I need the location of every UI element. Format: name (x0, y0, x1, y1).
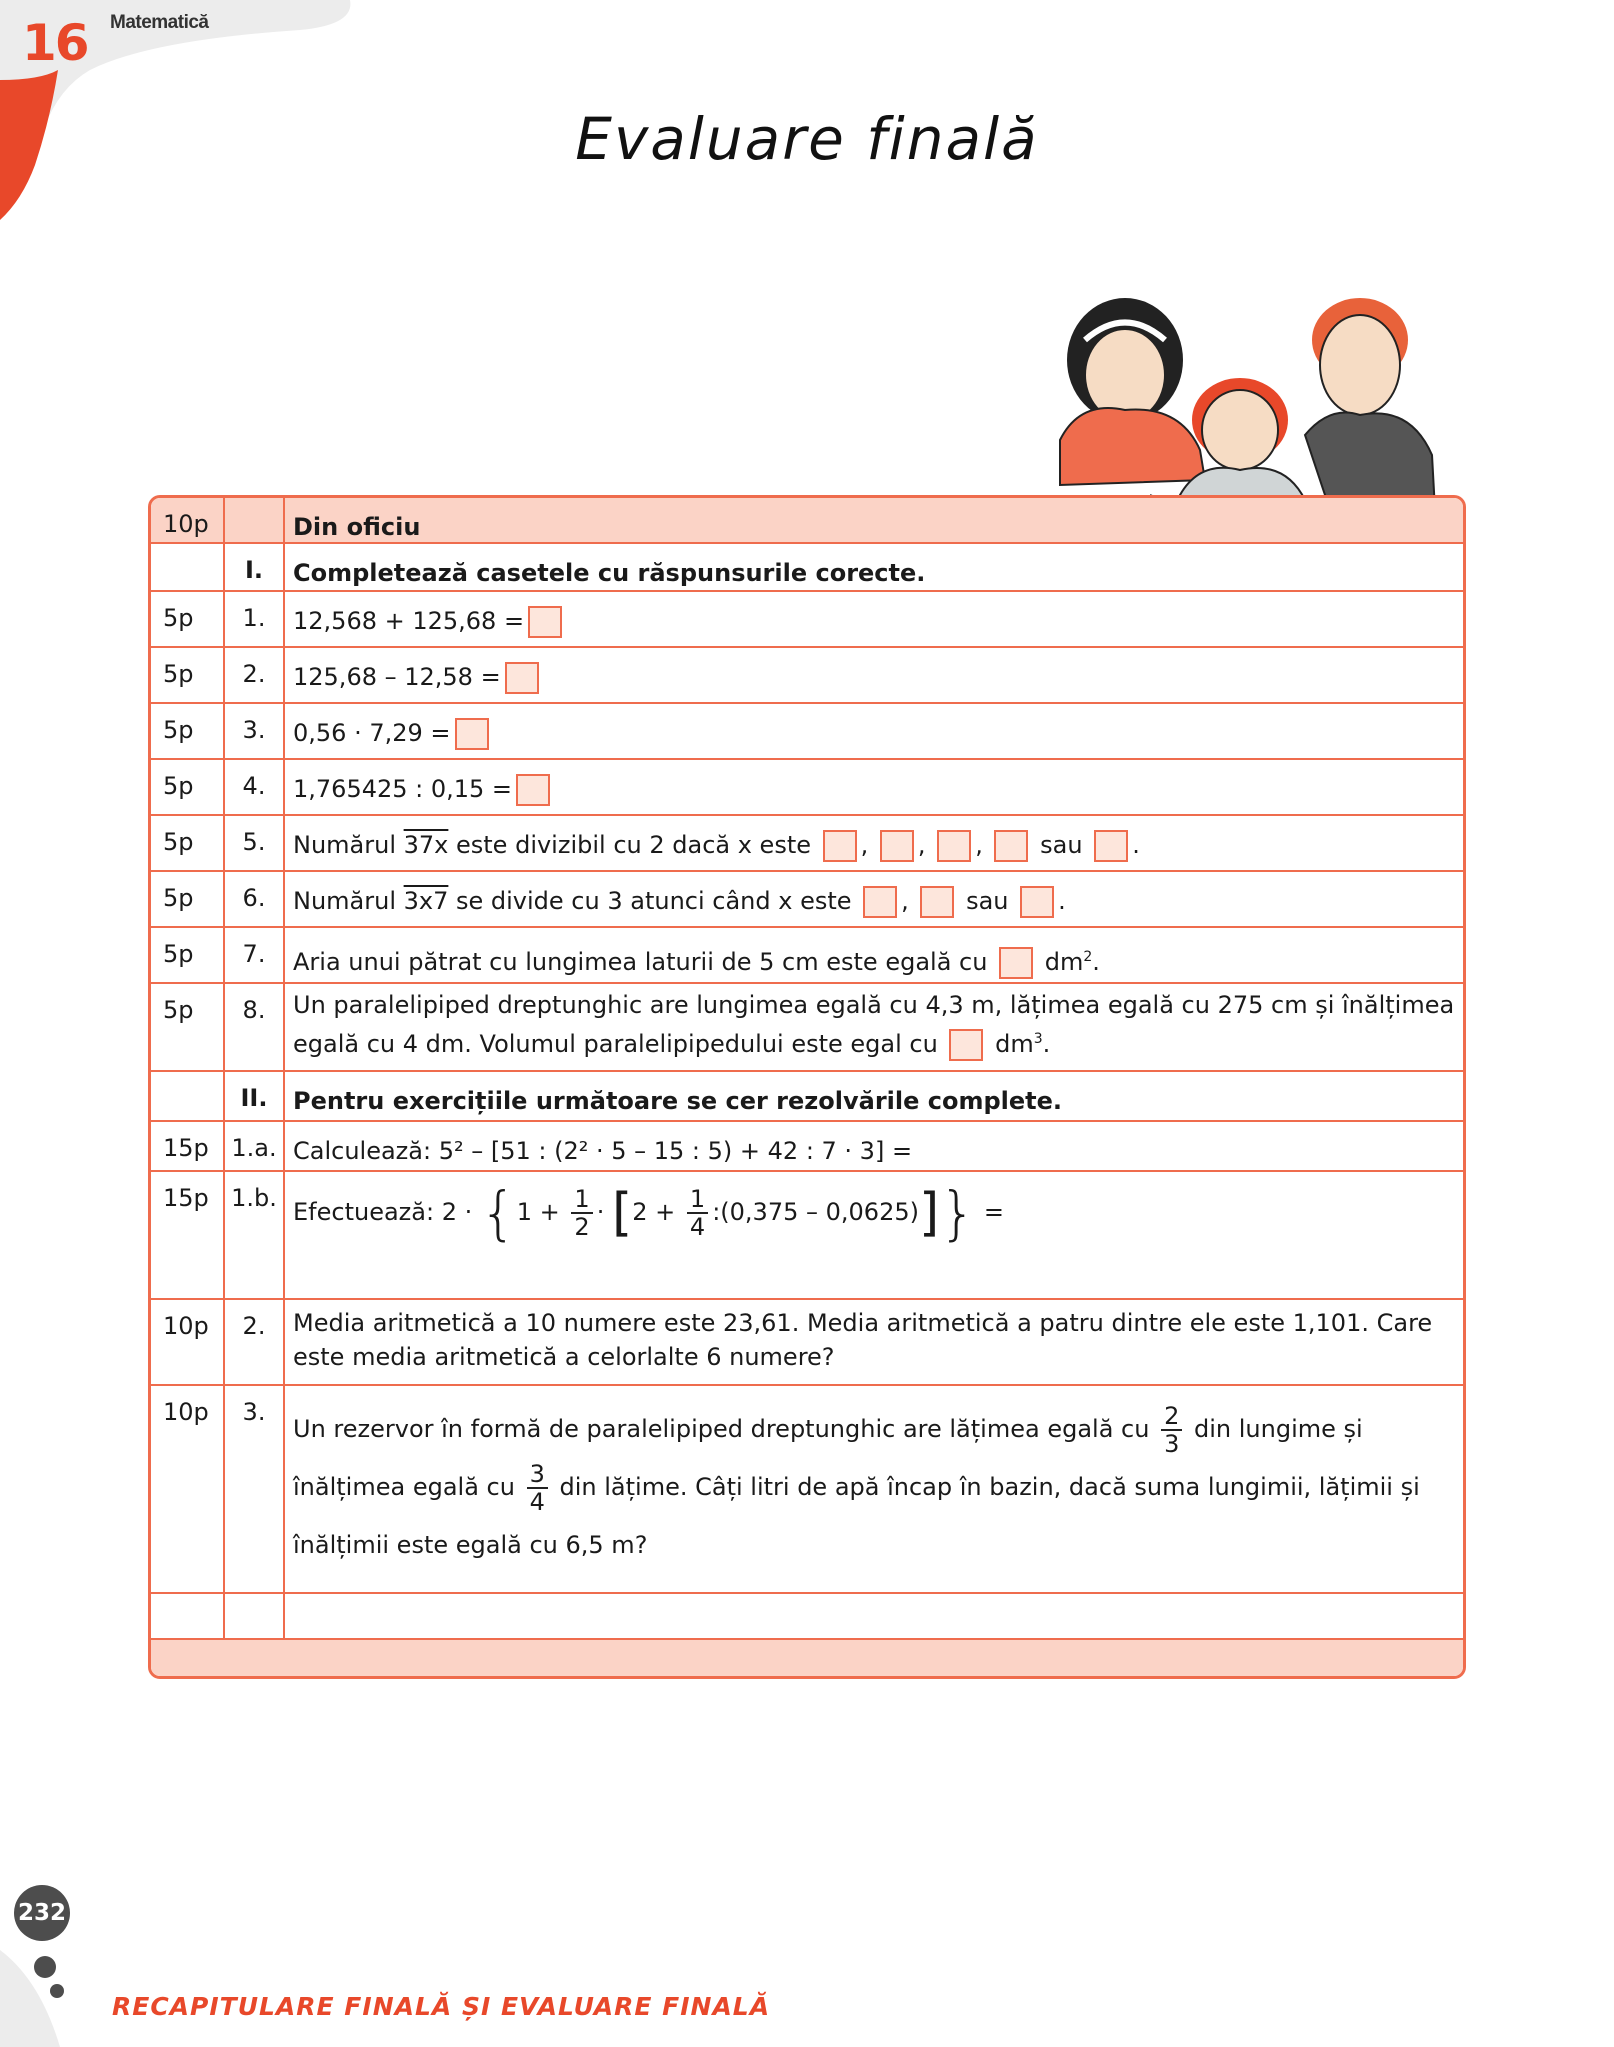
number-overline: 37x (403, 831, 449, 859)
answer-box[interactable] (455, 718, 489, 750)
points: 15p (151, 1172, 225, 1298)
section-2-row (151, 1072, 1463, 1122)
exercise-text: 1,765425 : 0,15 = (293, 775, 513, 803)
points: 10p (151, 1386, 225, 1592)
exercise-text: Un paralelipiped dreptunghic are lungimea egală cu 4,3 m, lățimea egală cu 275 cm și înălțimea (293, 991, 1455, 1019)
points: 5p (151, 928, 225, 982)
section-numeral: II. (225, 1072, 285, 1120)
exercise-text: este divizibil cu 2 dacă x este (448, 831, 811, 859)
table-footer (151, 1640, 1463, 1676)
answer-box[interactable] (999, 947, 1033, 979)
exercise-number: 2. (225, 1300, 285, 1384)
points: 10p (151, 1300, 225, 1384)
exercise-row: 5p 6. Numărul 3x7 se divide cu 3 atunci când x este , sau . (151, 872, 1463, 928)
oficiu-row (151, 498, 1463, 544)
exercise-text: sau (1040, 831, 1083, 859)
fraction: $\frac{1}{2}$ (571, 1186, 592, 1240)
number-overline: 3x7 (403, 887, 449, 915)
exercise-number: 3. (225, 1386, 285, 1592)
exercise-number: 8. (225, 984, 285, 1070)
answer-box[interactable] (937, 830, 971, 862)
exercise-row (151, 760, 1463, 816)
exercise-row (151, 704, 1463, 760)
section-title: Pentru exercițiile următoare se cer rezolvările complete. (293, 1087, 1063, 1115)
answer-box[interactable] (1094, 830, 1128, 862)
answer-box[interactable] (920, 886, 954, 918)
exercise-text: Numărul (293, 887, 404, 915)
section-1-row (151, 544, 1463, 592)
exercise-number: 2. (225, 648, 285, 702)
math-expression: Efectuează: 2 · {1 + $\frac{1}{2}$ · [2 + $\frac{1}{4}$ :(0,375 – 0,0625)]} = (293, 1179, 1004, 1247)
section-numeral: I. (225, 544, 285, 590)
exercise-text: sau (966, 887, 1009, 915)
exercise-text: Un rezervor în formă de paralelipiped dreptunghic are lățimea egală cu $\frac{2}{3}$ din lungime și înălțimea egală cu $\frac{3}{4}$ din lățime. Câți litri de apă încap în bazin, dacă suma lungimii, lățimii și înălțimii este egală cu 6,5 m? (293, 1402, 1420, 1559)
points: 15p (151, 1122, 225, 1170)
section-title: Completează casetele cu răspunsurile corecte. (293, 559, 926, 587)
exercise-number: 4. (225, 760, 285, 814)
points: 5p (151, 816, 225, 870)
answer-box[interactable] (949, 1029, 983, 1061)
fraction: $\frac{1}{4}$ (687, 1186, 708, 1240)
points: 10p (151, 498, 225, 542)
test-table (148, 495, 1466, 1679)
answer-box[interactable] (528, 606, 562, 638)
page-title: Evaluare finală (575, 105, 1039, 173)
exercise-row (151, 1386, 1463, 1594)
footer-section-title: RECAPITULARE FINALĂ ȘI EVALUARE FINALĂ (112, 1992, 771, 2021)
decorative-dot (50, 1984, 64, 1998)
exercise-text: 125,68 – 12,58 = (293, 663, 501, 691)
exercise-text: Media aritmetică a 10 numere este 23,61. Media aritmetică a patru dintre ele este 1,101. Care este media aritmetică a celorlalte 6 numere? (293, 1309, 1433, 1371)
answer-box[interactable] (1020, 886, 1054, 918)
answer-box[interactable] (505, 662, 539, 694)
exercise-number: 3. (225, 704, 285, 758)
points: 5p (151, 760, 225, 814)
exercise-text: Aria unui pătrat cu lungimea laturii de 5 cm este egală cu (293, 948, 988, 976)
answer-box[interactable] (863, 886, 897, 918)
exercise-number: 1.b. (225, 1172, 285, 1298)
exercise-row: 5p 8. Un paralelipiped dreptunghic are lungimea egală cu 4,3 m, lățimea egală cu 275 cm și înălțimea egală cu 4 dm. Volumul paralelipipedului este egal cu $dm^3$. (151, 984, 1463, 1072)
exercise-text: se divide cu 3 atunci când x este (448, 887, 852, 915)
answer-box[interactable] (994, 830, 1028, 862)
exercise-number: 7. (225, 928, 285, 982)
points: 5p (151, 984, 225, 1070)
fraction: $\frac{2}{3}$ (1161, 1403, 1182, 1457)
exercise-row (151, 592, 1463, 648)
subject-label: Matematică (110, 12, 209, 33)
exercise-text: 12,568 + 125,68 = (293, 607, 525, 635)
answer-box[interactable] (516, 774, 550, 806)
exercise-text: 0,56 · 7,29 = (293, 719, 451, 747)
exercise-number: 1. (225, 592, 285, 646)
exercise-row (151, 1300, 1463, 1386)
exercise-row (151, 648, 1463, 704)
chapter-number: 16 (22, 14, 88, 72)
points: 5p (151, 592, 225, 646)
answer-box[interactable] (823, 830, 857, 862)
exercise-row (151, 1122, 1463, 1172)
exercise-row: 5p 5. Numărul 37x este divizibil cu 2 dacă x este , , , sau . (151, 816, 1463, 872)
page-number: 232 (14, 1885, 70, 1941)
decorative-dot (34, 1956, 56, 1978)
blank-row (151, 1594, 1463, 1640)
exercise-text: Numărul (293, 831, 404, 859)
exercise-text: Calculează: 5² – [51 : (2² · 5 – 15 : 5) + 42 : 7 · 3] = (293, 1137, 913, 1165)
points: 5p (151, 704, 225, 758)
answer-box[interactable] (880, 830, 914, 862)
exercise-number: 1.a. (225, 1122, 285, 1170)
exercise-text: egală cu 4 dm. Volumul paralelipipedului este egal cu (293, 1030, 938, 1058)
exercise-row (151, 1172, 1463, 1300)
points: 5p (151, 648, 225, 702)
exercise-row: 5p 7. Aria unui pătrat cu lungimea laturii de 5 cm este egală cu $dm^2$. (151, 928, 1463, 984)
points: 5p (151, 872, 225, 926)
exercise-number: 6. (225, 872, 285, 926)
exercise-number: 5. (225, 816, 285, 870)
fraction: $\frac{3}{4}$ (527, 1461, 548, 1515)
oficiu-label: Din oficiu (293, 513, 421, 541)
